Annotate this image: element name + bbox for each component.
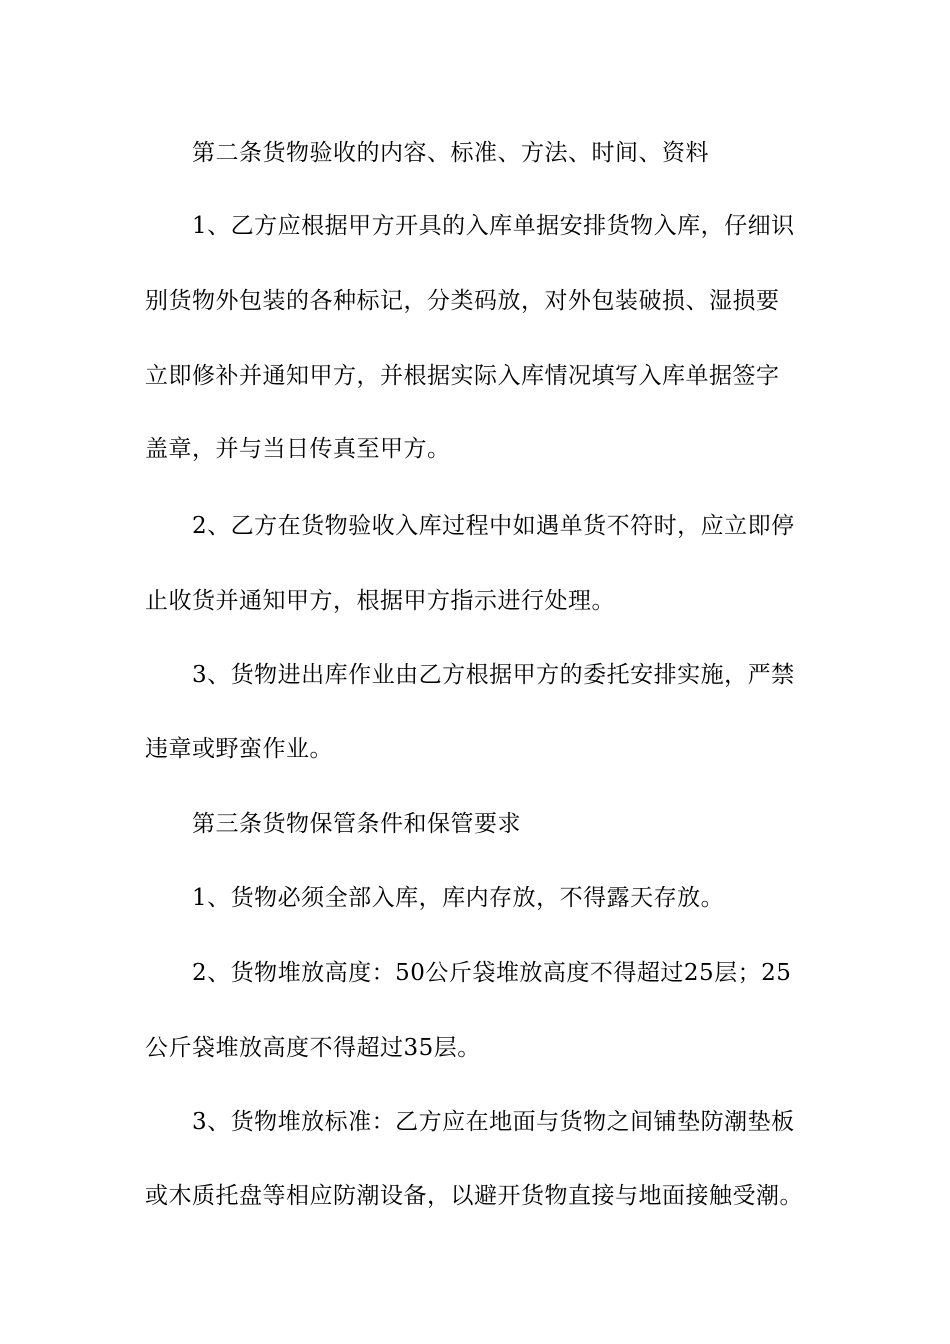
- article-2-item-2-line-1: 2、乙方在货物验收入库过程中如遇单货不符时，应立即停: [192, 513, 795, 539]
- article-2-item-1-line-1: 1、乙方应根据甲方开具的入库单据安排货物入库，仔细识: [192, 213, 795, 239]
- article-2-item-1-line-3: 立即修补并通知甲方，并根据实际入库情况填写入库单据签字: [145, 363, 780, 389]
- article-3-item-2-line-1: 2、货物堆放高度：50公斤袋堆放高度不得超过25层；25: [192, 960, 792, 986]
- article-2-item-3-line-2: 违章或野蛮作业。: [145, 736, 333, 762]
- article-3-item-1: 1、货物必须全部入库，库内存放，不得露天存放。: [192, 885, 725, 911]
- article-3-item-2-line-2: 公斤袋堆放高度不得超过35层。: [145, 1035, 481, 1061]
- article-2-item-1-line-2: 别货物外包装的各种标记，分类码放，对外包装破损、湿损要: [145, 288, 780, 314]
- article-2-heading: 第二条货物验收的内容、标准、方法、时间、资料: [192, 140, 709, 166]
- article-3-item-3-line-1: 3、货物堆放标准：乙方应在地面与货物之间铺垫防潮垫板: [192, 1109, 795, 1135]
- article-2-item-2-line-2: 止收货并通知甲方，根据甲方指示进行处理。: [145, 588, 615, 614]
- article-3-item-3-line-2: 或木质托盘等相应防潮设备，以避开货物直接与地面接触受潮。: [145, 1183, 803, 1209]
- article-2-item-3-line-1: 3、货物进出库作业由乙方根据甲方的委托安排实施，严禁: [192, 662, 795, 688]
- article-3-heading: 第三条货物保管条件和保管要求: [192, 811, 521, 837]
- article-2-item-1-line-4: 盖章，并与当日传真至甲方。: [145, 436, 451, 462]
